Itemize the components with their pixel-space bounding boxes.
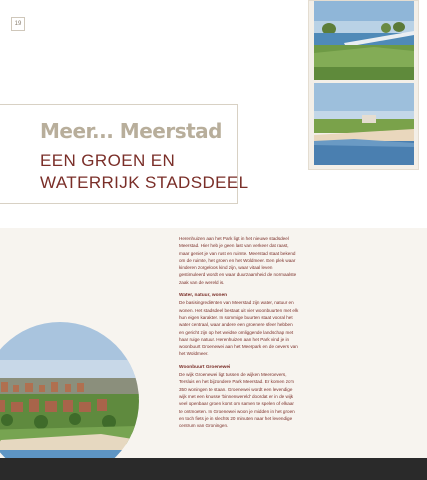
- page-number: 19: [11, 17, 25, 31]
- article-text: [179, 235, 299, 435]
- section-paragraph: De wijk Groenewei ligt tussen de wijken Meeroevers, Tersluis en het bijzondere Park Meerstad. Er komen zo'n 350 woningen te staan. Groenewei wordt een levendige wijk met een knusse 'binnenwereld' doordat er in de wijk veel openbaar groen komt om samen te spelen of elkaar te ontmoeten. In Groenewei woon je midden in het groen en toch fiets je in slechts 20 minuten naar het levendige centrum van Groningen.: [179, 372, 295, 429]
- photo-strip: [308, 0, 419, 170]
- heading-line-1: EEN GROEN EN: [40, 151, 176, 170]
- section-title: Water, natuur, wonen: [179, 293, 228, 299]
- title-box: [0, 104, 249, 204]
- heading-main: Meer... Meerstad: [40, 119, 222, 143]
- footer-bar: [0, 458, 427, 480]
- intro-paragraph: Herenhuizen aan het Park ligt in het nieuwe stadsdeel Meerstad. Hier heb je geen last van verkeer dat raast, maar geniet je van rust en ruimte. Meerstad staat bekend om de ruimte, het groen en het Woldmeer. Een plek waar kinderen zorgeloos kind zijn, waar vitaal leven gestimuleerd wordt en waar duurzaamheid de normaalste zaak van de wereld is.: [179, 236, 297, 285]
- section-title: Woonbuurt Groenewei: [179, 364, 231, 370]
- heading-line-2: WATERRIJK STADSDEEL: [40, 173, 249, 192]
- beach-photo: [314, 83, 414, 165]
- lake-bridge-photo: [314, 1, 414, 80]
- section-paragraph: De basisingrediënten van Meerstad zijn water, natuur en wonen. Het stadsdeel bestaat uit vier woonbuurten met elk hun eigen karakter. In sommige buurten staat vooral het water centraal, waar andere een groenere sfeer hebben en gericht zijn op het weidse omliggende landschap met haar ruige natuur. Herenhuizen aan het Park vind je in woonbuurt Groenewei aan het Meerpark en de oevers van het Woldmeer.: [179, 300, 299, 357]
